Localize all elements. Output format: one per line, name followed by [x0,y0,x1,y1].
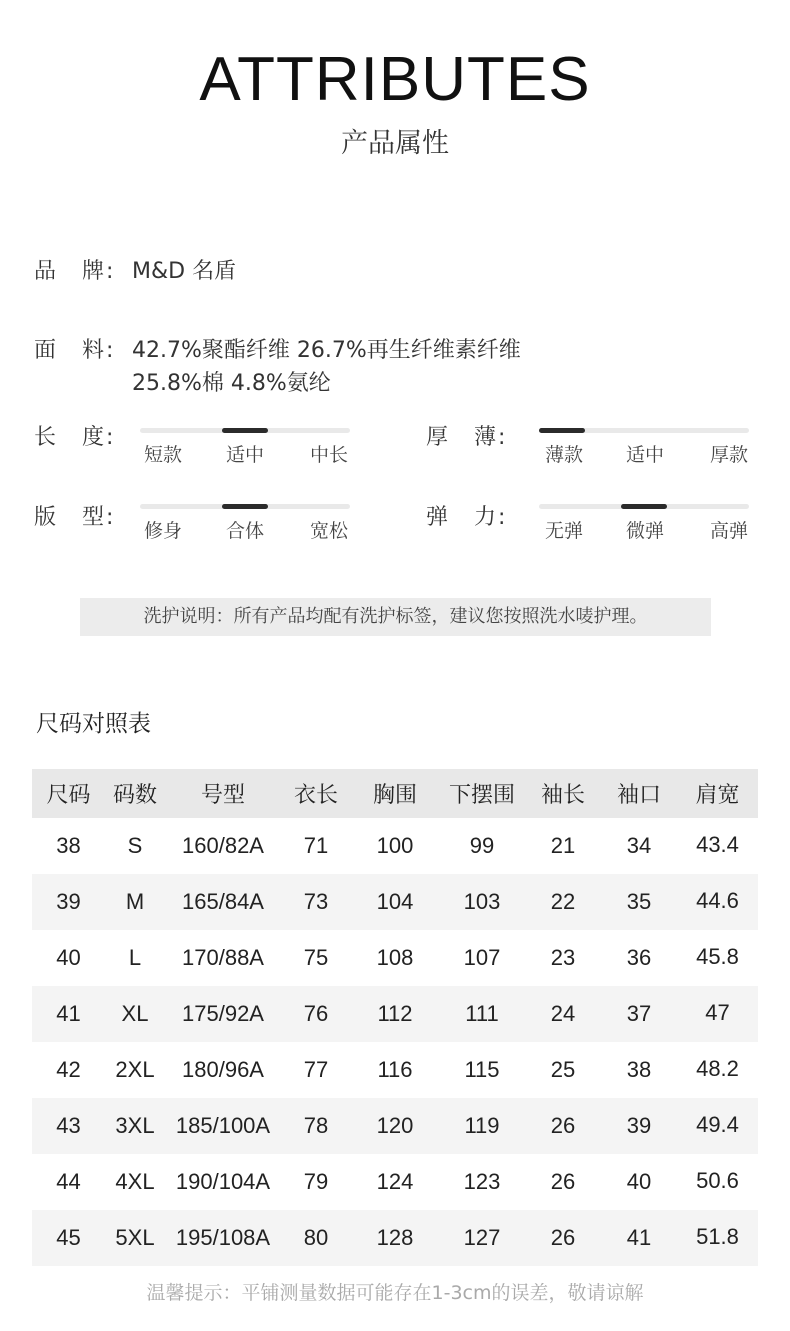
table-cell: 45 [32,1210,105,1266]
table-cell: 123 [463,1169,501,1194]
table-cell: 44.6 [677,874,758,930]
table-cell: 195/108A [165,1210,281,1266]
table-cell: 51.8 [677,1210,758,1266]
thickness-scale [426,422,766,482]
table-row [32,930,758,986]
table-cell: 47 [677,986,758,1042]
table-cell: 111 [439,986,525,1042]
fit-option-regular: 合体 [225,520,265,542]
length-option-medium: 适中 [225,444,265,466]
table-cell: 99 [469,833,495,858]
size-chart-header-cell: 胸围 [351,769,439,818]
size-chart-table [32,769,758,1266]
table-row [32,1154,758,1210]
table-cell: 48.2 [696,1056,739,1081]
table-cell: 23 [550,945,576,970]
table-cell: 40 [56,945,81,970]
fabric-value-line2: 25.8%棉 4.8%氨纶 [132,371,331,396]
brand-row [34,256,236,288]
length-label: 长 度: [34,425,116,450]
fabric-row [34,335,521,367]
table-cell: 24 [525,986,601,1042]
length-scale [34,422,364,482]
table-cell: 103 [439,874,525,930]
table-cell: 175/92A [165,986,281,1042]
table-cell: 5XL [105,1210,165,1266]
size-chart-title: 尺码对照表 [36,711,151,737]
table-cell: 41 [601,1210,677,1266]
fit-track [140,504,350,509]
table-cell: 25 [550,1057,576,1082]
table-cell: 42 [56,1057,81,1082]
table-cell: 50.6 [696,1168,739,1193]
table-cell: 43.4 [696,832,739,857]
thickness-label: 厚 薄: [426,425,508,450]
length-option-long: 中长 [309,444,349,466]
elasticity-label: 弹 力: [426,505,508,530]
size-chart-header-cell: 号型 [165,769,281,818]
table-cell: 190/104A [175,1169,271,1194]
table-cell: 116 [377,1057,413,1082]
table-cell: 37 [601,986,677,1042]
elasticity-track [539,504,749,509]
table-cell: M [105,874,165,930]
fabric-value-line1: 42.7%聚酯纤维 26.7%再生纤维素纤维 [132,338,521,363]
table-cell: S [127,833,143,858]
thickness-selected-bar [539,428,585,433]
thickness-option-medium: 适中 [625,444,665,466]
table-row [32,1042,758,1098]
table-cell: 79 [303,1169,329,1194]
page-subtitle: 产品属性 [341,128,449,159]
table-row [32,874,758,930]
table-cell: 165/84A [165,874,281,930]
fit-option-slim: 修身 [143,520,183,542]
table-cell: 75 [303,945,329,970]
fit-option-loose: 宽松 [309,520,349,542]
table-cell: 112 [351,986,439,1042]
table-cell: 26 [550,1169,576,1194]
table-cell: 3XL [105,1098,165,1154]
table-cell: 104 [351,874,439,930]
thickness-option-thick: 厚款 [709,444,749,466]
table-cell: L [128,945,142,970]
fit-selected-bar [222,504,268,509]
table-cell: 71 [303,833,329,858]
size-chart-header-cell: 袖口 [601,769,677,818]
table-cell: 108 [376,945,414,970]
table-row [32,1098,758,1154]
table-cell: 21 [550,833,576,858]
table-row [32,818,758,874]
table-cell: 73 [281,874,351,930]
table-cell: 120 [351,1098,439,1154]
size-chart-header-cell: 衣长 [281,769,351,818]
table-cell: 115 [464,1057,500,1082]
table-cell: 124 [376,1169,414,1194]
table-row [32,986,758,1042]
table-cell: 38 [626,1057,652,1082]
elasticity-option-none: 无弹 [544,520,584,542]
table-cell: 78 [281,1098,351,1154]
table-cell: 40 [626,1169,652,1194]
table-cell: XL [105,986,165,1042]
table-cell: 77 [303,1057,329,1082]
table-cell: 4XL [115,1169,155,1194]
thickness-track [539,428,749,433]
size-chart-header-cell: 尺码 [32,769,105,818]
size-chart-header-cell: 码数 [105,769,165,818]
fit-label: 版 型: [34,505,116,530]
size-chart-header-cell: 下摆围 [439,769,525,818]
table-cell: 22 [525,874,601,930]
page-title: ATTRIBUTES [199,45,591,114]
elasticity-option-high: 高弹 [709,520,749,542]
table-cell: 35 [601,874,677,930]
table-cell: 45.8 [696,944,739,969]
table-cell: 80 [281,1210,351,1266]
table-cell: 100 [376,833,414,858]
elasticity-option-slight: 微弹 [625,520,665,542]
table-cell: 44 [56,1169,81,1194]
table-cell: 34 [626,833,652,858]
care-instructions: 洗护说明：所有产品均配有洗护标签，建议您按照洗水唛护理。 [80,598,711,636]
table-cell: 128 [351,1210,439,1266]
table-cell: 49.4 [677,1098,758,1154]
table-cell: 119 [439,1098,525,1154]
length-track [140,428,350,433]
fabric-label: 面 料: [34,338,116,363]
size-chart-header-row [32,769,758,818]
table-cell: 76 [281,986,351,1042]
length-option-short: 短款 [143,444,183,466]
brand-label: 品 牌: [34,259,116,284]
table-cell: 160/82A [182,833,264,858]
table-cell: 36 [626,945,652,970]
fit-scale [34,502,364,562]
table-cell: 127 [439,1210,525,1266]
elasticity-scale [426,502,766,562]
table-cell: 180/96A [182,1057,264,1082]
table-cell: 107 [463,945,501,970]
table-cell: 41 [32,986,105,1042]
table-cell: 39 [32,874,105,930]
table-row [32,1210,758,1266]
elasticity-selected-bar [621,504,667,509]
size-chart-header-cell: 袖长 [525,769,601,818]
table-cell: 2XL [115,1057,155,1082]
table-cell: 39 [601,1098,677,1154]
table-cell: 185/100A [165,1098,281,1154]
table-cell: 43 [32,1098,105,1154]
table-cell: 26 [525,1210,601,1266]
table-cell: 26 [525,1098,601,1154]
table-cell: 170/88A [182,945,264,970]
size-chart-header-cell: 肩宽 [677,769,758,818]
length-selected-bar [222,428,268,433]
brand-value: M&D 名盾 [132,259,237,284]
thickness-option-thin: 薄款 [544,444,584,466]
measurement-tip: 温馨提示：平铺测量数据可能存在1-3cm的误差，敬请谅解 [146,1282,644,1304]
table-cell: 38 [56,833,81,858]
